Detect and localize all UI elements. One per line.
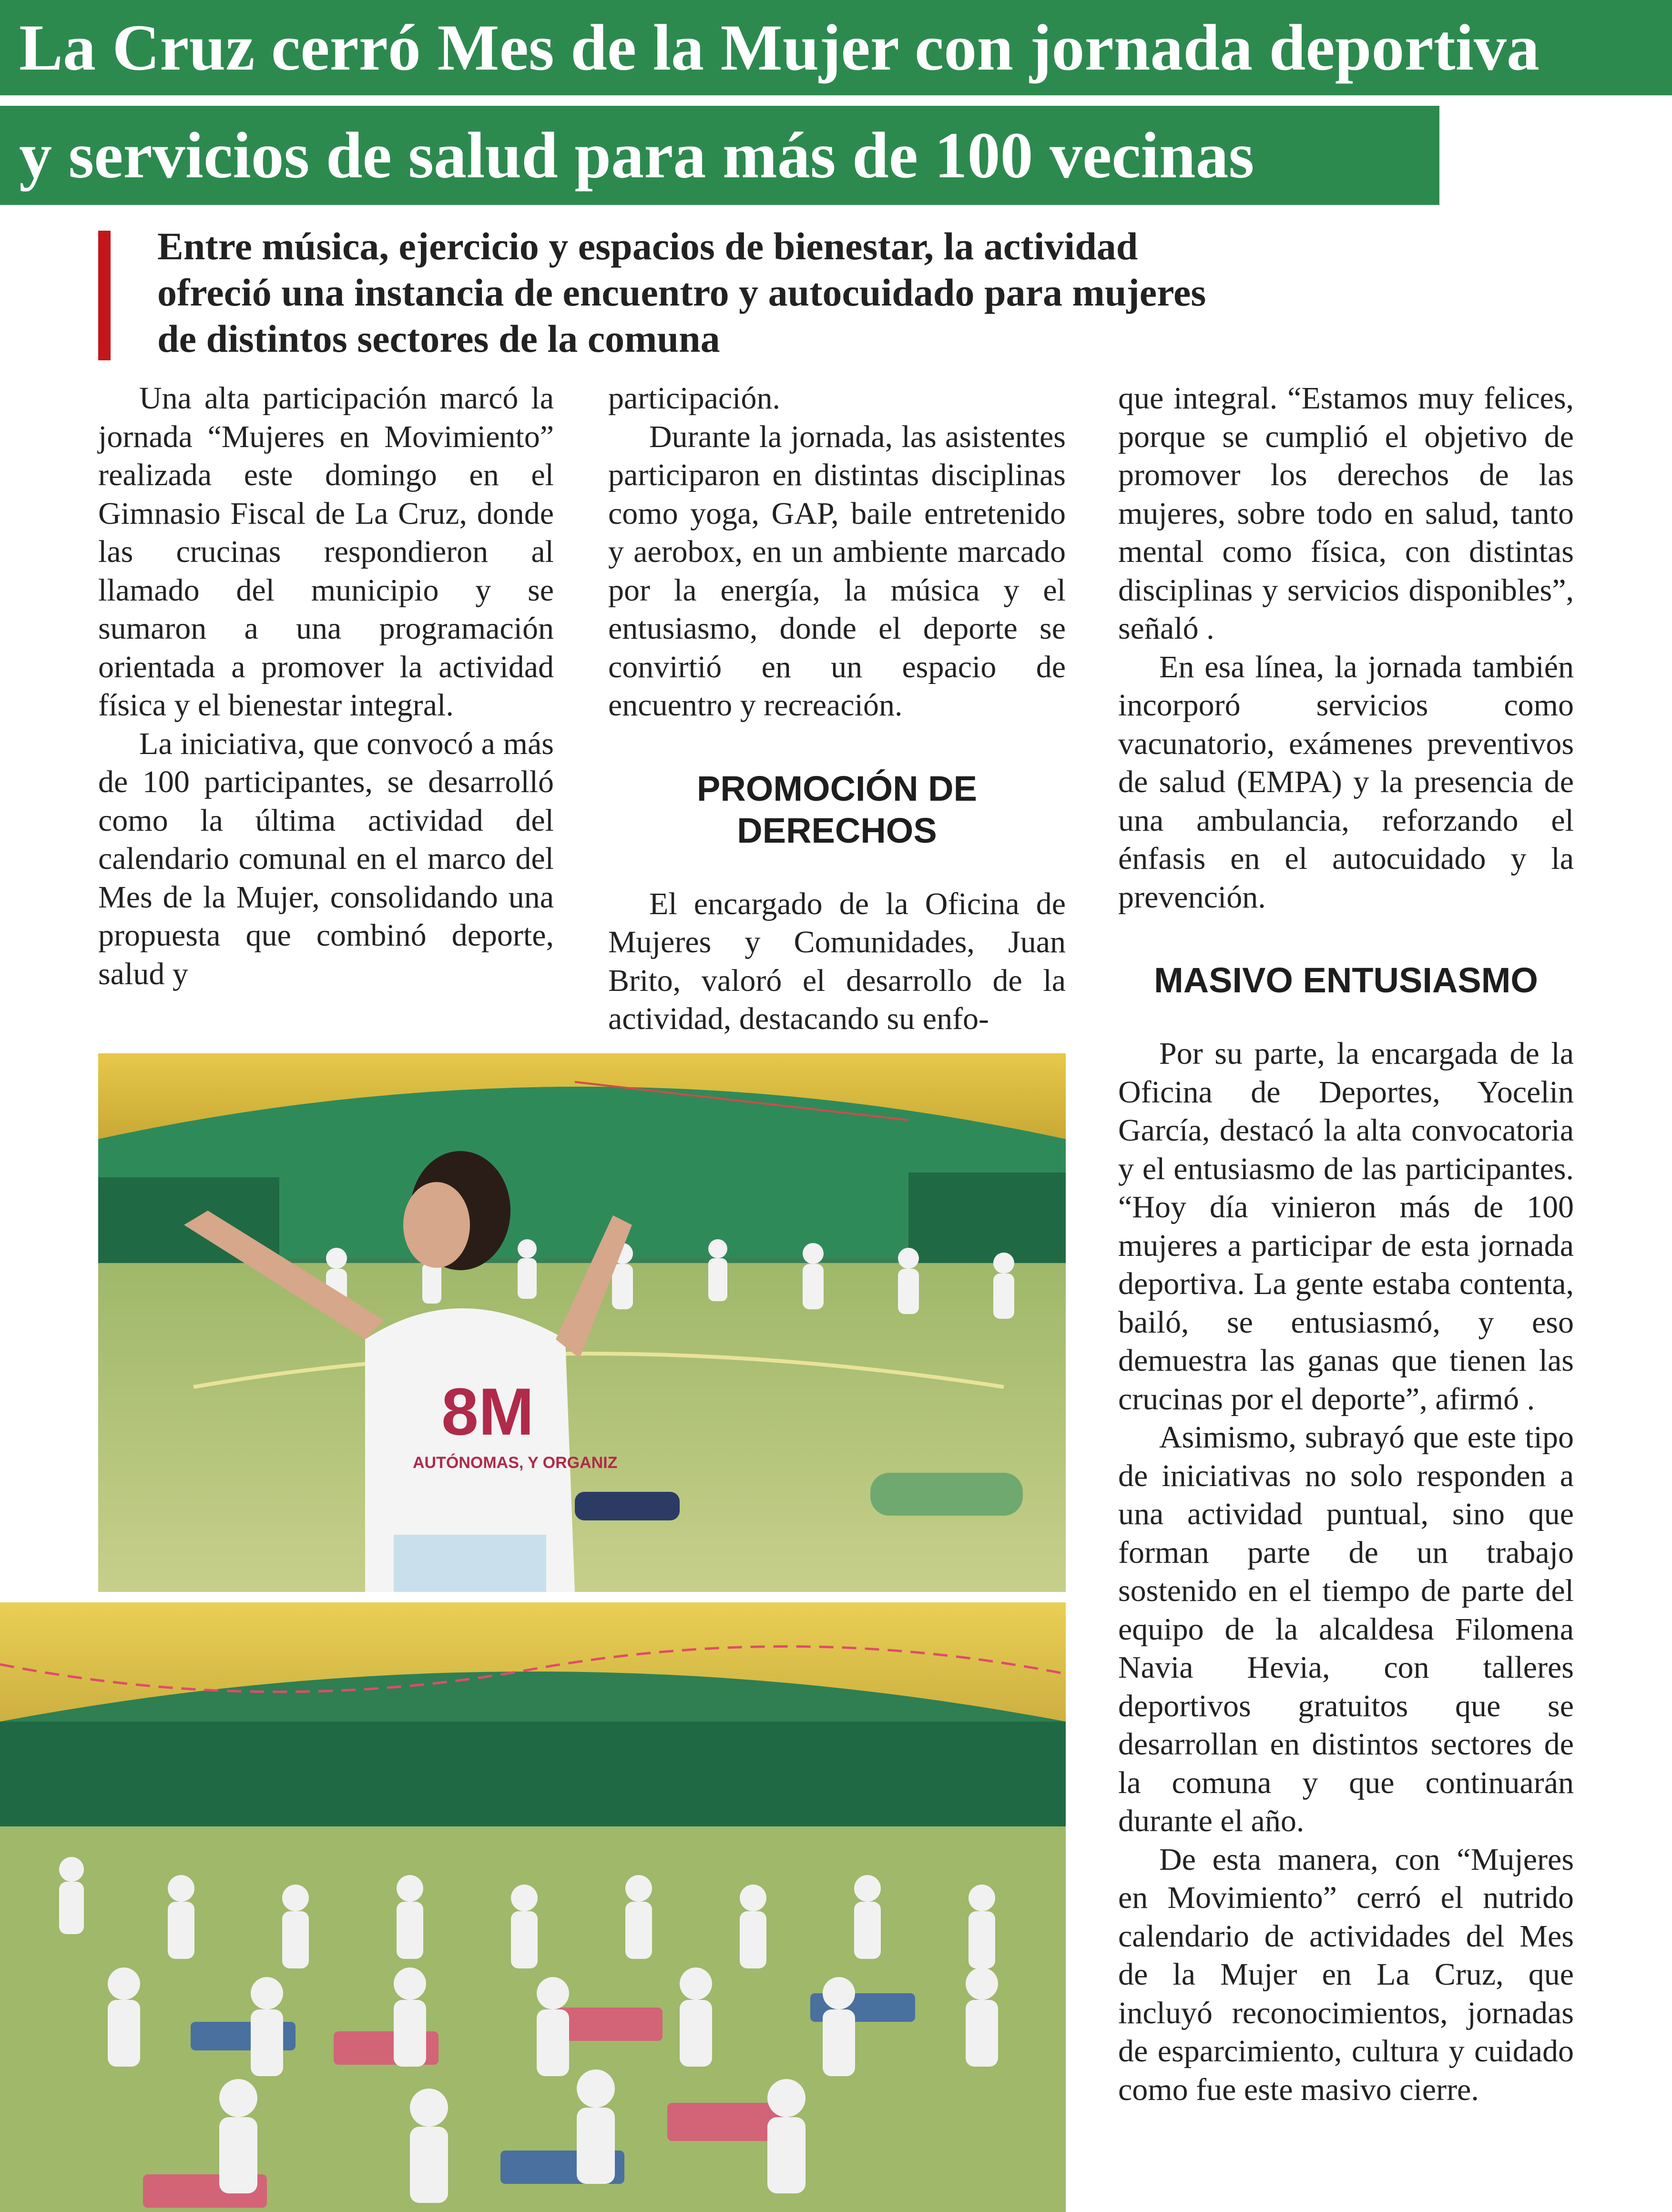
headline-line-1: La Cruz cerró Mes de la Mujer con jornada deportiva xyxy=(0,0,1672,95)
col1-paragraph-1: Una alta participación marcó la jornada “Mujeres en Movimiento” realizada este domingo en el Gimnasio Fiscal de La Cruz, donde las crucinas respondieron al llamado del municipio y se sumaron a una programación orientada a promover la actividad física y el bienestar integral. xyxy=(98,381,554,723)
col3-paragraph-0: que integral. “Estamos muy felices, porque se cumplió el objetivo de promover los derechos de las mujeres, sobre todo en salud, tanto mental como física, con distintas disciplinas y servicios disponibles”, señaló . xyxy=(1118,381,1574,646)
col3-paragraph-1: En esa línea, la jornada también incorporó servicios como vacunatorio, exámenes preventivos de salud (EMPA) y la presencia de una ambulancia, reforzando el énfasis en el autocuidado y la prevención. xyxy=(1118,649,1574,915)
subhead-masivo-entusiasmo: MASIVO ENTUSIASMO xyxy=(1154,960,1538,1000)
article-column-1 xyxy=(98,379,554,993)
col1-paragraph-2: La iniciativa, que convocó a más de 100 participantes, se desarrolló como la última actividad del calendario comunal en el marco del Mes de la Mujer, consolidando una propuesta que combinó deporte, salud y xyxy=(98,726,554,991)
photo-instructor-gym xyxy=(98,1053,1066,1592)
article-column-3 xyxy=(1118,379,1574,2109)
photo-group-exercise-image xyxy=(0,1602,1066,2212)
lead-paragraph: Entre música, ejercicio y espacios de bienestar, la actividad ofreció una instancia de encuentro y autocuidado para mujeres de distintos sectores de la comuna xyxy=(157,224,1206,360)
subhead-promocion-derechos: PROMOCIÓN DE DERECHOS xyxy=(697,768,977,850)
col2-paragraph-2: El encargado de la Oficina de Mujeres y Comunidades, Juan Brito, valoró el desarrollo de la actividad, destacando su enfo- xyxy=(608,886,1066,1036)
headline-line-2: y servicios de salud para más de 100 vecinas xyxy=(0,106,1439,205)
shirt-8m-label: 8M xyxy=(441,1374,534,1449)
col2-paragraph-0: participación. xyxy=(608,381,781,416)
photo-instructor-gym-image xyxy=(98,1053,1066,1592)
article-column-2 xyxy=(608,379,1066,1039)
col2-paragraph-1: Durante la jornada, las asistentes participaron en distintas disciplinas como yoga, GAP, baile entretenido y aerobox, en un ambiente marcado por la energía, la música y el entusiasmo, donde el deporte se convirtió en un espacio de encuentro y recreación. xyxy=(608,419,1066,723)
photo-group-exercise xyxy=(0,1602,1066,2212)
col3-paragraph-4: De esta manera, con “Mujeres en Movimiento” cerró el nutrido calendario de actividades del Mes de la Mujer en La Cruz, que incluyó reconocimientos, jornadas de esparcimiento, cultura y cuidado como fue este masivo cierre. xyxy=(1118,1842,1574,2107)
shirt-subtext: AUTÓNOMAS, Y ORGANIZ xyxy=(413,1454,618,1472)
lead-accent-bar xyxy=(98,231,111,360)
col3-paragraph-2: Por su parte, la encargada de la Oficina de Deportes, Yocelin García, destacó la alta convocatoria y el entusiasmo de las participantes. “Hoy día vinieron más de 100 mujeres a participar de esta jornada deportiva. La gente estaba contenta, bailó, se entusiasmó, y eso demuestra las ganas que tienen las crucinas por el deporte”, afirmó . xyxy=(1118,1036,1574,1417)
col3-paragraph-3: Asimismo, subrayó que este tipo de iniciativas no solo responden a una actividad puntual, sino que forman parte de un trabajo sostenido en el tiempo de parte del equipo de la alcaldesa Filomena Navia Hevia, con talleres deportivos gratuitos que se desarrollan en distintos sectores de la comuna y que continuarán durante el año. xyxy=(1118,1420,1574,1838)
